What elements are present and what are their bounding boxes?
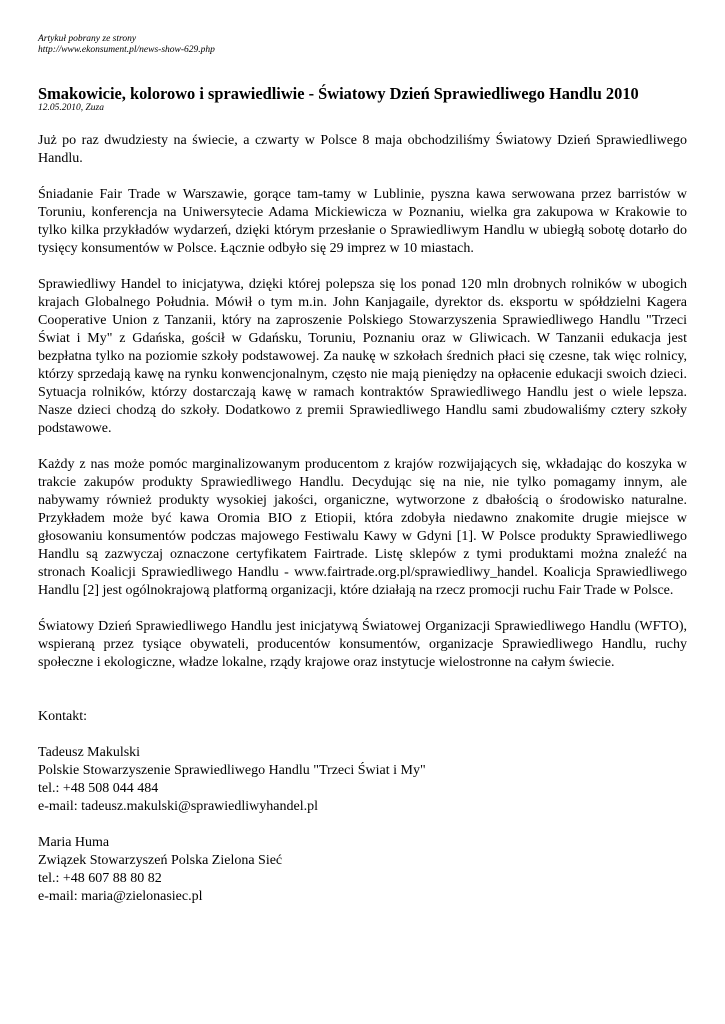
document-page — [38, 34, 687, 906]
contact-person — [38, 834, 687, 906]
contact-organization: Związek Stowarzyszeń Polska Zielona Sieć — [38, 853, 283, 868]
contact-phone: tel.: +48 508 044 484 — [38, 781, 159, 796]
paragraph-consumers: Każdy z nas może pomóc marginalizowanym producentom z krajów rozwijających się, wkładając do koszyka w trakcie zakupów produkty Sprawiedliwego Handlu. Decydując się na nie, nie tylko pomagamy innym, ale nabywamy również produkty wysokiej jakości, organiczne, wytworzone z dbałością o środowisko naturalne. Przykładem może być kawa Oromia BIO z Etiopii, która zdobyła niedawno znakomite drugie miejsce w głosowaniu konsumentów podczas majowego Festiwalu Kawy w Gdyni [1]. W Polsce produkty Sprawiedliwego Handlu są zazwyczaj oznaczone certyfikatem Fairtrade. Listę sklepów z tymi produktami można znaleźć na stronach Koalicji Sprawiedliwego Handlu - www.fairtrade.org.pl/sprawiedliwy_handel. Koalicja Sprawiedliwego Handlu [2] jest ogólnokrajową platformą organizacji, które działają na rzecz promocji ruchu Fair Trade w Polsce. — [38, 457, 687, 598]
contact-person — [38, 744, 687, 816]
contact-label: Kontakt: — [38, 709, 87, 724]
contact-organization: Polskie Stowarzyszenie Sprawiedliwego Handlu "Trzeci Świat i My" — [38, 763, 426, 778]
paragraph-fair-trade: Sprawiedliwy Handel to inicjatywa, dzięki której polepsza się los ponad 120 mln drobnych rolników w ubogich krajach Globalnego Południa. Mówił o tym m.in. John Kanjagaile, dyrektor ds. eksportu w spółdzielni Kagera Cooperative Union z Tanzanii, który na zaproszenie Polskiego Stowarzyszenia Sprawiedliwego Handlu "Trzeci Świat i My" z Gdańska, gościł w Gdańsku, Toruniu, Poznaniu oraz w Gliwicach. W Tanzanii edukacja jest bezpłatna tylko na poziomie szkoły podstawowej. Za naukę w szkołach średnich płaci się czesne, tak więc rolnicy, którzy sprzedają kawę na rynku konwencjonalnym, często nie mają pieniędzy na opłacenie edukacji swoich dzieci. Sytuacja rolników, którzy dostarczają kawę w ramach kontraktów Sprawiedliwego Handlu jest o wiele lepsza. Nasze dzieci chodzą do szkoły. Dodatkowo z premii Sprawiedliwego Handlu sami zbudowaliśmy cztery szkoły podstawowe. — [38, 277, 687, 436]
paragraph-wfto: Światowy Dzień Sprawiedliwego Handlu jest inicjatywą Światowej Organizacji Sprawiedliwego Handlu (WFTO), wspieraną przez tysiące obywateli, producentów konsumentów, organizacje Sprawiedliwego Handlu, ruchy społeczne i ekologiczne, władze lokalne, rządy krajowe oraz instytucje wielostronne na całym świecie. — [38, 619, 687, 670]
article-dateline: 12.05.2010, Zuza — [38, 103, 104, 113]
source-note-label: Artykuł pobrany ze strony — [38, 34, 137, 44]
contact-name: Tadeusz Makulski — [38, 745, 141, 760]
paragraph-events: Śniadanie Fair Trade w Warszawie, gorące tam-tamy w Lublinie, pyszna kawa serwowana przez barristów w Toruniu, konferencja na Uniwersytecie Adama Mickiewicza w Poznaniu, wielka gra zakupowa w Krakowie to tylko kilka przykładów wydarzeń, dzięki którym przesłanie o Sprawiedliwym Handlu w ubiegłą sobotę dotarło do tysięcy konsumentów w Polsce. Łącznie odbyło się 29 imprez w 10 miastach. — [38, 187, 687, 256]
article-title: Smakowicie, kolorowo i sprawiedliwie - Światowy Dzień Sprawiedliwego Handlu 2010 — [38, 84, 639, 103]
contact-phone: tel.: +48 607 88 80 82 — [38, 871, 162, 886]
source-url: http://www.ekonsument.pl/news-show-629.php — [38, 45, 215, 55]
contact-email: e-mail: maria@zielonasiec.pl — [38, 889, 203, 904]
source-note — [38, 34, 687, 56]
contact-name: Maria Huma — [38, 835, 110, 850]
contact-email: e-mail: tadeusz.makulski@sprawiedliwyhandel.pl — [38, 799, 318, 814]
paragraph-intro: Już po raz dwudziesty na świecie, a czwarty w Polsce 8 maja obchodziliśmy Światowy Dzień Sprawiedliwego Handlu. — [38, 133, 687, 166]
